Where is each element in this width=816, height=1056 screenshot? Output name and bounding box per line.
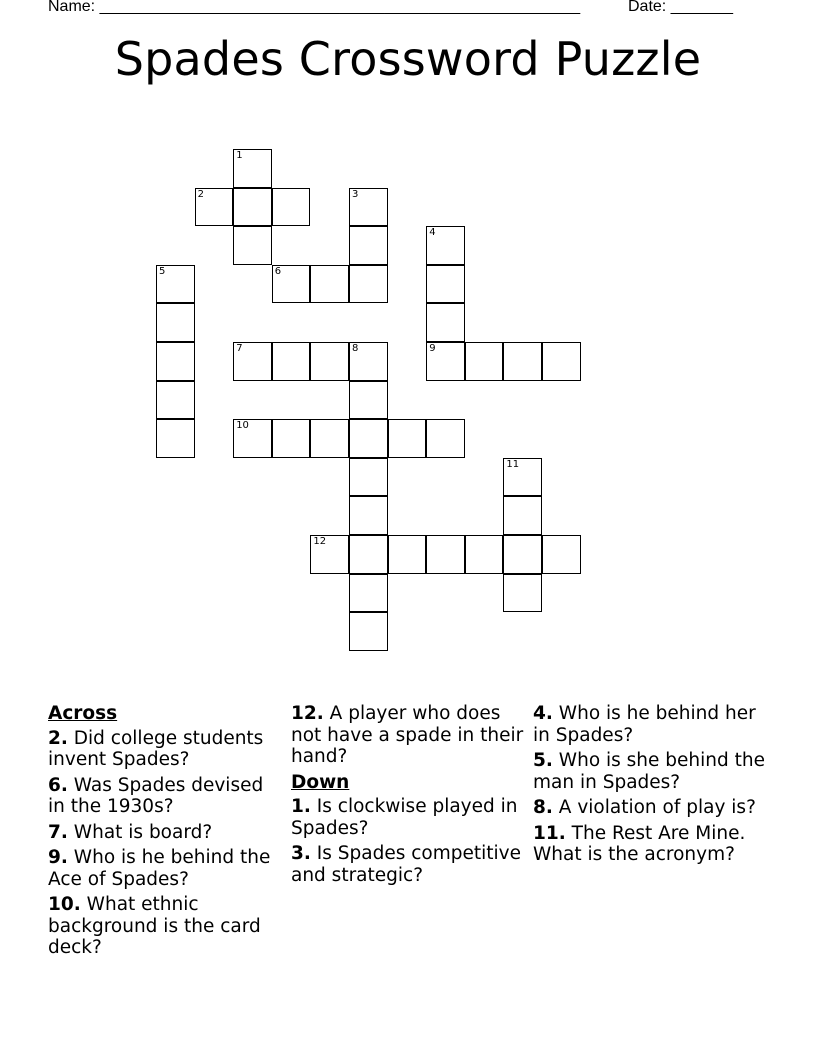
grid-cell[interactable] [156,342,195,381]
down-heading: Down [291,771,350,793]
grid-cell[interactable] [426,342,465,381]
grid-cell[interactable] [272,342,311,381]
grid-cell[interactable] [349,574,388,613]
clue-text: Is Spades competitive and strategic? [291,843,521,886]
name-field[interactable]: Name: ______________________________________________________ [48,0,581,15]
clue-item [291,843,527,886]
grid-cell[interactable] [503,458,542,497]
clue-item [533,750,769,793]
grid-cell[interactable] [503,496,542,535]
clue-number: 7. [48,821,68,843]
grid-cell[interactable] [542,535,581,574]
clue-text: The Rest Are Mine. What is the acronym? [533,822,746,865]
clue-number: 11 [506,458,520,470]
clue-number: 12 [313,536,327,547]
across-heading: Across [48,703,118,724]
grid-cell[interactable] [503,535,542,574]
grid-cell[interactable] [233,149,272,188]
grid-cell[interactable] [156,265,195,304]
clue-number: 8 [352,343,359,354]
date-field[interactable]: Date: _______ [628,0,733,15]
clue-number: 3 [352,188,359,200]
clue-text: Who is she behind the man in Spades? [533,750,765,793]
grid-cell[interactable] [465,342,504,381]
grid-cell[interactable] [349,419,388,458]
page-title: Spades Crossword Puzzle [114,32,702,86]
clue-text: Who is he behind her in Spades? [533,703,756,746]
clues-column-2 [291,703,527,890]
grid-cell[interactable] [426,303,465,342]
grid-cell[interactable] [349,265,388,304]
clue-number: 3. [291,843,311,864]
grid-cell[interactable] [233,419,272,458]
grid-cell[interactable] [426,535,465,574]
grid-cell[interactable] [542,342,581,381]
clue-item [48,728,284,771]
grid-cell[interactable] [349,612,388,651]
clue-number: 8. [533,797,553,818]
clue-item [48,847,284,890]
grid-cell[interactable] [310,535,349,574]
clue-number: 7 [236,343,243,354]
clue-number: 1. [291,796,311,817]
clues-column-1 [48,703,284,963]
clue-number: 5 [159,265,166,277]
clue-item [48,822,284,844]
grid-cell[interactable] [272,419,311,458]
grid-cell[interactable] [349,496,388,535]
grid-cell[interactable] [233,342,272,381]
grid-cell[interactable] [310,419,349,458]
grid-cell[interactable] [388,535,427,574]
clue-number: 6 [274,265,282,277]
grid-cell[interactable] [156,303,195,342]
grid-cell[interactable] [156,419,195,458]
grid-cell[interactable] [465,535,504,574]
clue-number: 10. [48,894,81,915]
grid-cell[interactable] [388,419,427,458]
clue-item [533,823,769,866]
grid-cell[interactable] [349,535,388,574]
clue-item [48,894,284,959]
clue-text: A violation of play is? [558,797,756,818]
clue-item [533,703,769,746]
clue-text: What is board? [73,821,213,843]
grid-cell[interactable] [426,265,465,304]
clue-text: A player who does not have a spade in their hand? [291,703,524,767]
clue-number: 4. [533,703,553,724]
grid-cell[interactable] [349,458,388,497]
clue-number: 12. [291,703,324,724]
grid-cell[interactable] [310,342,349,381]
clue-item [291,703,527,768]
grid-cell[interactable] [426,419,465,458]
clue-text: Who is he behind the Ace of Spades? [48,847,271,890]
clue-number: 11. [533,822,566,844]
grid-cell[interactable] [272,265,311,304]
grid-cell[interactable] [310,265,349,304]
clue-number: 10 [236,420,249,432]
clue-number: 4 [429,227,436,239]
grid-cell[interactable] [272,188,311,227]
clue-number: 9. [48,847,68,868]
clue-text: Was Spades devised in the 1930s? [48,774,264,817]
grid-cell[interactable] [349,342,388,381]
grid-cell[interactable] [233,188,272,227]
clue-number: 6. [48,774,68,796]
clue-number: 5. [533,750,553,771]
clue-text: Did college students invent Spades? [48,727,264,770]
grid-cell[interactable] [233,226,272,265]
clue-number: 2. [48,727,68,749]
clue-text: Is clockwise played in Spades? [291,796,518,839]
clue-number: 9 [429,343,436,354]
grid-cell[interactable] [349,226,388,265]
clue-item [291,796,527,839]
grid-cell[interactable] [156,381,195,420]
clue-number: 2 [197,188,204,200]
clue-text: What ethnic background is the card deck? [48,894,261,958]
grid-cell[interactable] [503,342,542,381]
grid-cell[interactable] [503,574,542,613]
clue-number: 1 [236,150,243,161]
grid-cell[interactable] [426,226,465,265]
clue-item [48,775,284,818]
grid-cell[interactable] [195,188,234,227]
grid-cell[interactable] [349,188,388,227]
clues-column-3 [533,703,769,870]
grid-cell[interactable] [349,381,388,420]
clue-item [533,797,769,819]
